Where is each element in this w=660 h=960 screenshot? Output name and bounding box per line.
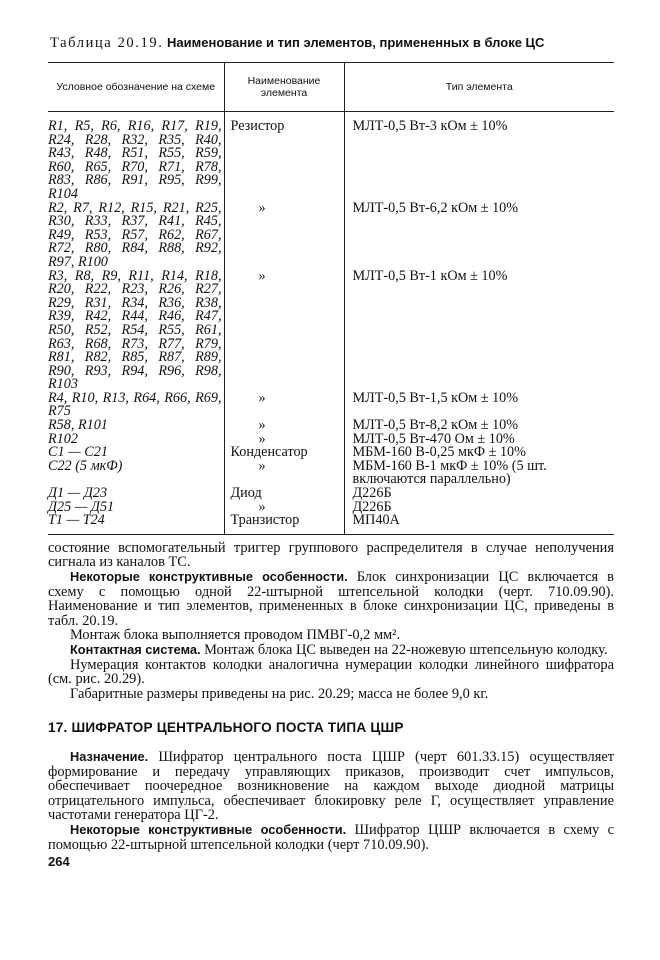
cell-type: МЛТ-0,5 Вт-470 Ом ± 10% [352,430,515,447]
cell-name: » [258,498,266,515]
paragraph-keyword: Некоторые конструктивные особенности. [70,821,347,837]
table-row [48,202,614,270]
cell-type: МБМ-160 В-1 мкФ ± 10% (5 шт. включаются параллельно) [352,457,547,488]
table-caption [50,34,614,52]
header-designation: Условное обозначение на схеме [48,63,224,112]
paragraph-keyword: Контактная система. [70,641,201,657]
table-header-row [48,63,614,112]
section-heading: 17. ШИФРАТОР ЦЕНТРАЛЬНОГО ПОСТА ТИПА ЦШР [48,720,404,736]
paragraph-text: Шифратор ЦШР включается в схему с помощью 22-штырной штепсельной колодки (черт 710.09.90). [48,821,614,853]
table-row [48,419,614,433]
cell-type: МЛТ-0,5 Вт-8,2 кОм ± 10% [352,417,519,434]
cell-type: МЛТ-0,5 Вт-6,2 кОм ± 10% [352,199,519,216]
cell-designation: R58, R101 [48,419,224,433]
table-row [48,270,614,392]
table-title: Наименование и тип элементов, примененных в блоке ЦС [167,35,545,50]
cell-type: Д226Б [352,498,392,515]
cell-designation: C22 (5 мкФ) [48,460,224,487]
cell-type: МЛТ-0,5 Вт-3 кОм ± 10% [352,118,508,134]
paragraph-text: Шифратор центрального поста ЦШР (черт 601.33.15) осуществляет формирование и передачу управляющих приказов, производит счет импульсов, обеспечивает поочередное возникновение на каждом выходе диодной матрицы отрицательного импульса, обеспечивает блокировку реле Г, осуществляет управление частотами генератора ЦГ-2. [48,748,614,824]
cell-designation: R4, R10, R13, R64, R66, R69, R75 [48,392,224,419]
page-number: 264 [48,854,70,870]
body-text [48,541,614,852]
cell-type: МЛТ-0,5 Вт-1,5 кОм ± 10% [352,389,519,406]
cell-name: » [258,457,266,474]
cell-type: МБМ-160 В-0,25 мкФ ± 10% [352,444,526,461]
header-type: Тип элемента [344,63,614,112]
cell-name: Диод [224,487,344,501]
elements-table [48,62,614,535]
cell-name: Конденсатор [224,446,344,460]
cell-name: » [258,430,266,447]
paragraph: Габаритные размеры приведены на рис. 20.29; масса не более 9,0 кг. [70,685,489,702]
table-row [48,433,614,447]
page [48,34,614,869]
table-row [48,460,614,487]
cell-name: » [258,267,266,284]
cell-name: Резистор [224,112,344,202]
cell-type: Д226Б [352,485,392,502]
cell-designation: R102 [48,433,224,447]
table-row [48,112,614,202]
cell-designation: T1 — T24 [48,514,224,534]
paragraph [48,570,614,628]
cell-designation: R2, R7, R12, R15, R21, R25, R30, R33, R37, R41, R45, R49, R53, R57, R62, R67, R72, R80, R84, R88, R92, R97, R100 [48,202,224,270]
paragraph-keyword: Некоторые конструктивные особенности. [70,569,348,584]
cell-designation: C1 — C21 [48,446,224,460]
cell-name: » [258,417,266,434]
cell-type: МП40А [344,514,614,534]
cell-designation: Д1 — Д23 [48,487,224,501]
table-row [48,514,614,534]
paragraph: Монтаж блока выполняется проводом ПМВГ-0,2 мм². [70,627,401,644]
paragraph: Нумерация контактов колодки аналогична нумерации колодки линейного шифратора (см. рис. 20.29). [48,656,614,688]
cell-name: Транзистор [224,514,344,534]
cell-designation: R3, R8, R9, R11, R14, R18, R20, R22, R23, R26, R27, R29, R31, R34, R36, R38, R39, R42, R44, R46, R47, R50, R52, R54, R55, R61, R63, R68, R73, R77, R79, R81, R82, R85, R87, R89, R90, R93, R94, R96, R98, R103 [48,270,224,392]
cell-type: МЛТ-0,5 Вт-1 кОм ± 10% [352,267,508,284]
table-row [48,487,614,501]
table-row [48,501,614,515]
cell-designation: R1, R5, R6, R16, R17, R19, R24, R28, R32, R35, R40, R43, R48, R51, R55, R59, R60, R65, R70, R71, R78, R83, R86, R91, R95, R99, R104 [48,112,224,202]
header-name: Наименование элемента [224,63,344,112]
cell-designation: Д25 — Д51 [48,501,224,515]
paragraph [48,643,614,658]
table-number: Таблица 20.19. [50,35,164,51]
table-row [48,392,614,419]
cell-name: » [258,389,266,406]
paragraph [48,750,614,823]
paragraph-text: Монтаж блока ЦС выведен на 22-ножевую штепсельную колодку. [200,641,608,658]
paragraph [48,823,614,852]
paragraph-keyword: Назначение. [70,748,149,764]
cell-name: » [258,199,266,216]
paragraph: состояние вспомогательный триггер группового распределителя в случае неполучения сигнала из каналов ТС. [48,539,614,571]
paragraph-text: Блок синхронизации ЦС включается в схему с помощью одной 22-штырной штепсельной колодки (черт. 710.09.90). Наименование и тип элементов, примененных в блоке синхронизации ЦС, приведены в табл. 20.19. [48,569,614,629]
